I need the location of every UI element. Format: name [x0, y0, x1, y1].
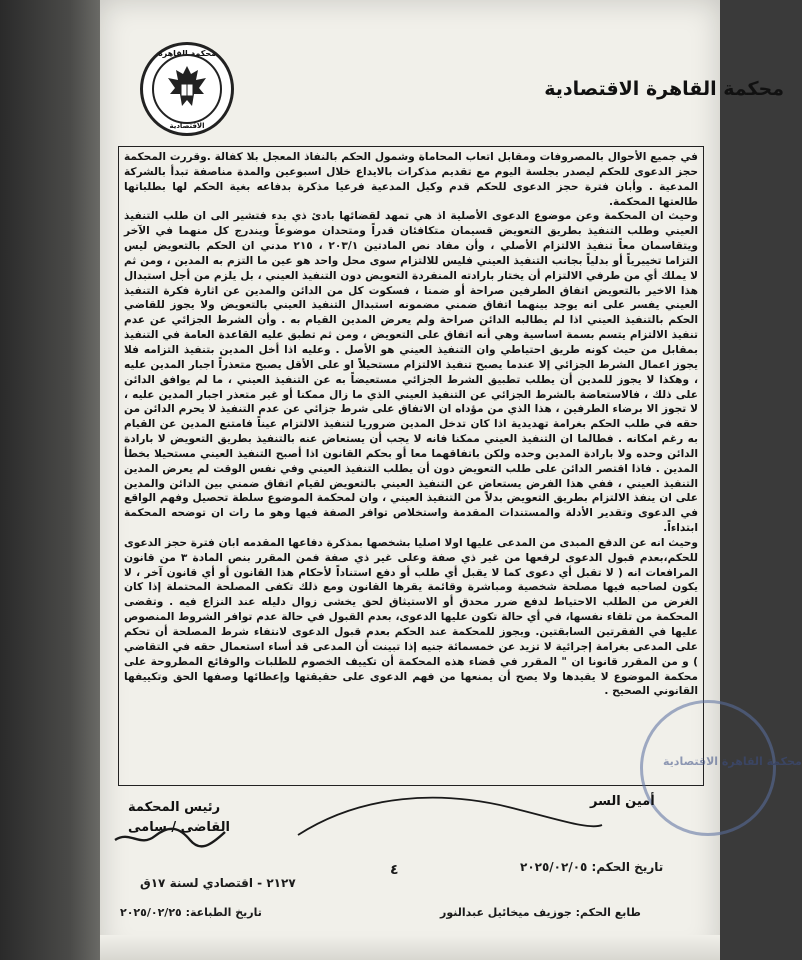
eagle-emblem-icon [154, 56, 220, 122]
seal-top-text: محكمة القاهرة [157, 49, 217, 58]
paragraph-1: في جميع الأحوال بالمصروفات ومقابل اتعاب المحاماة وشمول الحكم بالنفاذ المعجل بلا كفالة .وقررت المحكمة حجز الدعوى للحكم ليصدر بجلسة اليوم مع تقديم مذكرات بالايداع خلال اسبوعين والمدة مناصفة تبدأ بالشركة المدعية . وأبان فترة حجز الدعوى للحكم قدم وكيل المدعية فرعيا مذكرة بدفاعه بغية الحكم لها بطلباتها طالعتها المحكمة. [124, 151, 698, 208]
page-number: ٤ [390, 862, 399, 878]
secretary-title: أمين السر [590, 794, 655, 809]
stamp-text: محكمة القاهرة الاقتصادية [663, 755, 802, 768]
paragraph-3: وحيث انه عن الدفع المبدى من المدعى عليها اولا اصليا بشخصها بمذكرة دفاعها المقدمه ابان فترة حجز الدعوى للحكم،بعدم قبول الدعوى لرفعها من غير ذي صفة وعلى غير ذي صفة فمن المقرر بنص المادة ٣ من قانون المرافعات انه ( لا تقبل أي دعوى كما لا يقبل أي طلب أو دفع استناداً لأحكام هذا القانون أو أي قانون آخر ، لا يكون لصاحبه فيها مصلحة شخصية ومباشرة وقائمة يقرها القانون ومع ذلك تكفى المصلحة المحتملة إذا كان الغرض من الطلب الاحتياط لدفع ضرر محدق أو الاستيثاق لحق يخشى زوال دليله عند النزاع فيه . وتقضى المحكمة من تلقاء نفسها، في أي حالة تكون عليها الدعوى، بعدم القبول في حالة عدم توافر الشروط المنصوص عليها في الفقرتين السابقتين. ويجوز للمحكمة عند الحكم بعدم قبول الدعوى لانتفاء شرط المصلحة أن تحكم على المدعى بغرامة إجرائية لا تزيد عن خمسمائة جنيه إذا تبينت أن المدعى قد أساء استعمال حقه في التقاضي ) و من المقرر قانونا ان " المقرر في قضاء هذه المحكمة أن تكييف الخصوم للطلبات والوقائع المطروحة على محكمة الموضوع لا يقيدها ولا يصح أن يمنعها من فهم الدعوى على حقيقتها وإعطائها وصفها الحق وتكييفها القانوني الصحيح . [124, 536, 698, 698]
page-background-edge [0, 0, 100, 960]
printed-by: طابع الحكم: جوزيف ميخائيل عبدالنور [440, 906, 641, 919]
print-date: تاريخ الطباعة: ٢٠٢٥/٠٢/٢٥ [120, 906, 262, 919]
case-number: ٢١٢٧ - اقتصادي لسنة ١٧ق [140, 876, 296, 890]
page-bottom-shadow [100, 935, 720, 960]
secretary-signature-icon [290, 780, 610, 850]
judge-signature-icon [110, 822, 230, 852]
court-name-heading: محكمة القاهرة الاقتصادية [544, 78, 784, 100]
paragraph-2: وحيث ان المحكمة وعن موضوع الدعوى الأصلية اذ هي تمهد لقضائها بادئ ذي بدء فتشير الى ان طلب التنفيذ العيني وطلب التنفيذ بطريق التعويض قسيمان متكافئان قدراً ومتحدان موضوعاً ويندرج كل منهما في الآخر ويتقاسمان معاً تنفيذ الالتزام الأصلي ، وأن مفاد نص المادتين ٢٠٣/١ ، ٢١٥ مدني ان الحكم بالتعويض ليس التزاما تخييرياً أو بدلياً بجانب التنفيذ العيني فليس للالتزام سوى محل واحد هو عين ما التزم به المدين ، ومن ثم لا يملك أي من طرفي الالتزام أن يختار بارادته المنفردة التعويض دون التنفيذ العيني ، بل يلزم من أجل استبدال هذا الاخير بالتعويض اتفاق الطرفين صراحة أو ضمنا ، فسكوت كل من الدائن والمدين عن اثارة فكرة التنفيذ العيني يفسر على انه يوجد بينهما اتفاق ضمني مضمونه استبدال التنفيذ العيني بالتعويض ولا يجوز للقاضي الحكم بالتنفيذ العيني اذا لم يطالبه الدائن صراحة ولم يعرض المدين القيام به . وأن الشرط الجزائي عن عدم تنفيذ الالتزام يتسم بسمة اساسية وهي أنه اتفاق على التعويض ، ومن ثم تطبق عليه القاعدة العامة في التنفيذ بمقابل من حيث كونه طريق احتياطي وان التنفيذ العيني هو الأصل . وعليه اذا أخل المدين بتنفيذ التزامه فلا يجوز اعمال الشرط الجزائي إلا عندما يصبح تنفيذ الالتزام مستحيلاً او على الأقل يصبح متعذراً اجبار المدين عليه ، وهكذا لا يجوز للمدين أن يطلب تطبيق الشرط الجزائي مستعيضاً به عن التنفيذ العيني ، ما لم يوافق الدائن على ذلك ، فالاستعاضة بالشرط الجزائي عن التنفيذ العيني الذي ما زال ممكنا أو غير متعذر اجبار المدين عليه ، لا تجوز الا برضاء الطرفين ، هذا الذي من مؤداه ان الاتفاق على شرط جزائي عن عدم التنفيذ لا يحرم الدائن من حقه في طلب الحكم بغرامة تهديدية اذا كان تدخل المدين ضروريا لتنفيذ الالتزام عيناً فامتنع المدين عن القيام به رغم امكانه . فطالما ان التنفيذ العيني ممكنا فانه لا يجب أن يستعاض عنه بالتنفيذ بطريق التعويض لا بارادة الدائن وحده ولا بارادة المدين وحده ولكن باتفاقهما معا أو بحكم القانون اذا أصبح التنفيذ العيني مستحيلا بخطأ المدين . فاذا اقتصر الدائن على طلب التعويض دون أن يطلب التنفيذ العيني وفي نفس الوقت لم يعرض المدين التنفيذ العيني ، ففي هذا الفرض يستعاض عن التنفيذ العيني بالتعويض لقيام اتفاق ضمني بين الدائن والمدين على ان ينفذ الالتزام بطريق التعويض بدلاً من التنفيذ العيني ، وان لمحكمة الموضوع سلطة تحصيل وفهم الواقع في الدعوى وتقدير الأدلة والمستندات المقدمة واستخلاص توافر الصفة فيها وهو ما رات ان توضحه المحكمة ابتداءاً. [124, 210, 698, 535]
judge-name: القاضى / سامى [128, 820, 230, 835]
judgment-body [124, 150, 698, 784]
seal-inner-ring [152, 54, 222, 124]
court-seal-logo [140, 42, 234, 136]
court-stamp [640, 700, 802, 836]
judgment-date: تاريخ الحكم: ٢٠٢٥/٠٢/٠٥ [520, 860, 664, 874]
president-title: رئيس المحكمة [128, 800, 221, 815]
seal-bottom-text: الاقتصادية [169, 122, 205, 130]
